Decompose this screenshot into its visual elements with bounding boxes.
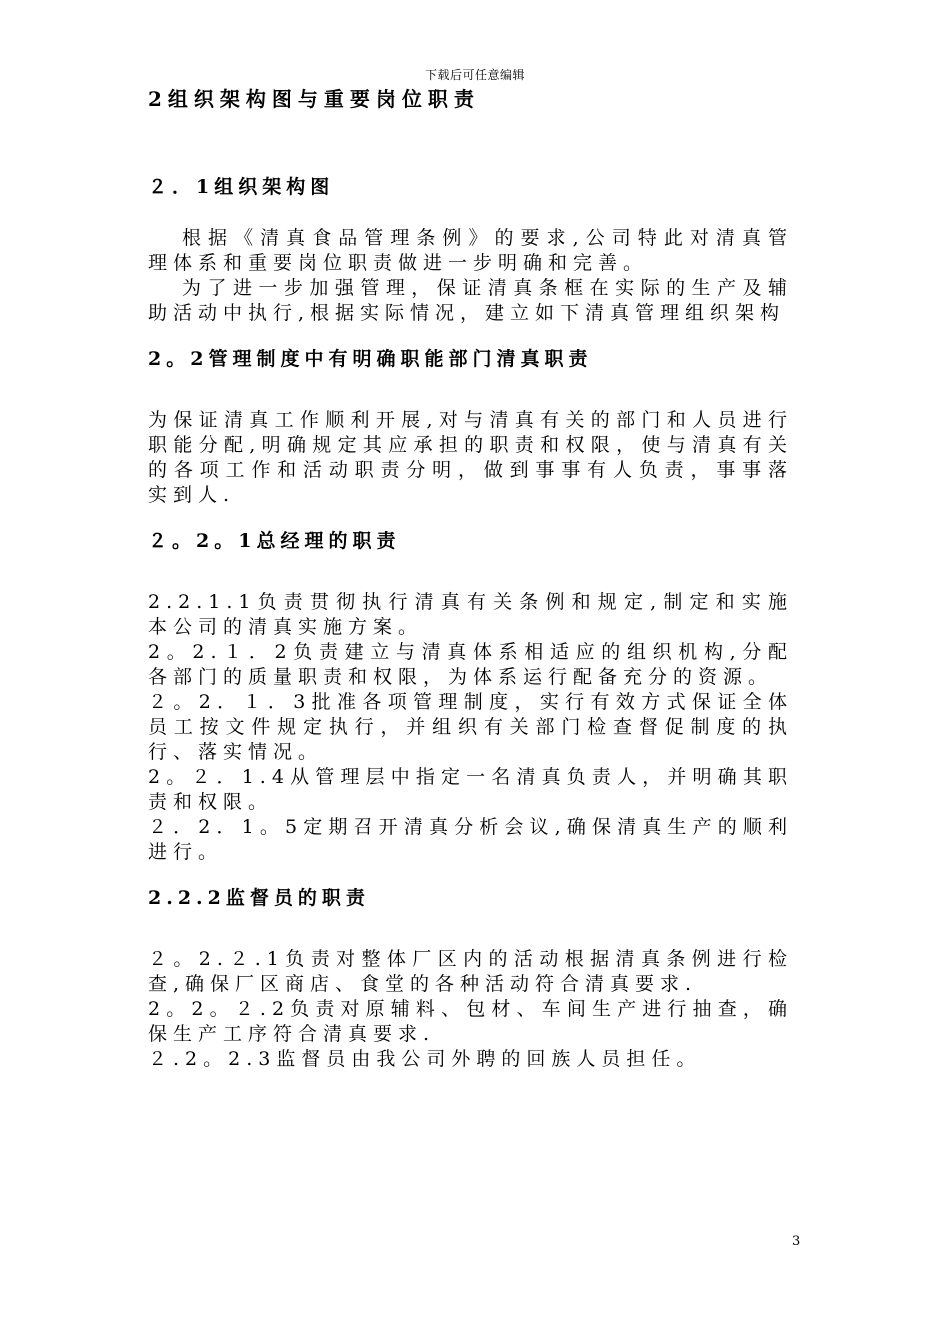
document-title: 2组织架构图与重要岗位职责 [148, 87, 480, 111]
duty-item: ２。2.２.1负责对整体厂区内的活动根据清真条例进行检查,确保厂区商店、食堂的各种活动符合清真要求. [148, 948, 793, 995]
section-2-2-paragraph: 为保证清真工作顺利开展,对与清真有关的部门和人员进行职能分配,明确规定其应承担的职责和权限，使与清真有关的各项工作和活动职责分明，做到事事有人负责，事事落实到人. [148, 409, 793, 506]
duty-item: ２.2。2.3监督员由我公司外聘的回族人员担任。 [148, 1048, 702, 1070]
document-body [148, 84, 793, 1072]
duty-item: ２．2．1。5定期召开清真分析会议,确保清真生产的顺利进行。 [148, 816, 793, 863]
section-2-2-1-heading: ２。2。1总经理的职责 [148, 530, 401, 552]
section-2-1-paragraph-2: 为了进一步加强管理，保证清真条框在实际的生产及辅助活动中执行,根据实际情况，建立如下清真管理组织架构 [148, 277, 793, 324]
duty-item: 2。２．1.4从管理层中指定一名清真负责人，并明确其职责和权限。 [148, 766, 793, 813]
section-2-2-heading: 2。2管理制度中有明确职能部门清真职责 [148, 348, 593, 370]
duty-item: 2。2。２.2负责对原辅料、包材、车间生产进行抽查，确保生产工序符合清真要求. [148, 998, 793, 1045]
duty-item: ２。2．１．3批准各项管理制度，实行有效方式保证全体员工按文件规定执行，并组织有关部门检查督促制度的执行、落实情况。 [148, 691, 793, 763]
section-2-2-2-heading: 2.2.2监督员的职责 [148, 887, 370, 909]
header-note: 下载后可任意编辑 [424, 68, 525, 82]
duty-item: 2.2.1.1负责贯彻执行清真有关条例和规定,制定和实施本公司的清真实施方案。 [148, 591, 793, 638]
section-2-1-paragraph-1: 根据《清真食品管理条例》的要求,公司特此对清真管理体系和重要岗位职责做进一步明确和完善。 [148, 227, 793, 274]
duty-item: 2。2.１．2负责建立与清真体系相适应的组织机构,分配各部门的质量职责和权限，为体系运行配备充分的资源。 [148, 641, 793, 688]
section-2-1-heading: ２．1组织架构图 [148, 176, 335, 198]
page-number: 3 [792, 1234, 801, 1249]
